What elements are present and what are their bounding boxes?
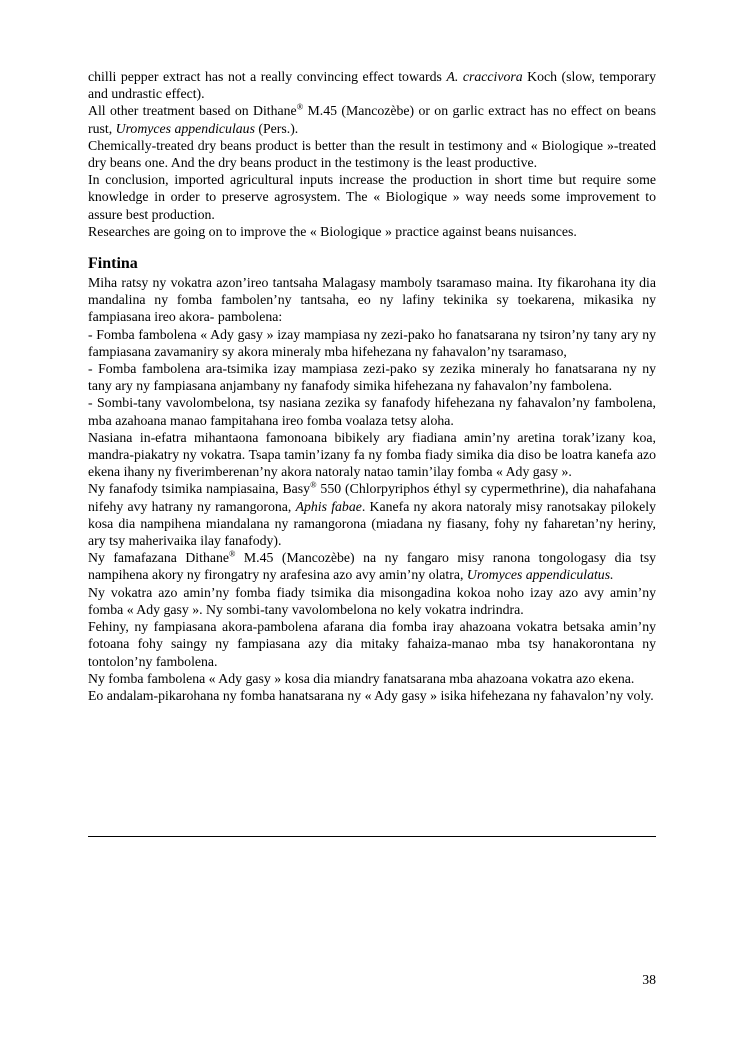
italic-term: A. craccivora — [446, 69, 523, 84]
fintina-paragraph — [88, 584, 656, 618]
text-run: M.45 (Mancozèbe) na ny fangaro misy ranona tongologasy dia tsy nampihena akory ny firongatry ny arafesina azo avy amin’ny olatra, — [88, 550, 656, 583]
text-run: Miha ratsy ny vokatra azon’ireo tantsaha Malagasy mamboly tsaramaso maina. Ity fikarohana ity dia mandalina ny fomba fambolen’ny tantsaha, eo ny lafiny tekinika sy toekarena, mikasika ny fampiasana ireo akora- pambolena: — [88, 275, 656, 325]
fintina-section — [88, 274, 656, 704]
fintina-paragraph — [88, 480, 656, 549]
italic-term: Uromyces appendiculatus. — [466, 567, 614, 583]
text-run: - Sombi-tany vavolombelona, tsy nasiana zezika sy fanafody hifehezana ny fahavalon’ny fambolena, mba azahoana manao fampitahana ireo fomba voalaza tetsy aloha. — [88, 395, 656, 428]
fintina-paragraph — [88, 274, 656, 326]
italic-term: Aphis fabae — [295, 498, 362, 514]
text-run: M.45 (Mancozèbe) or on garlic extract has no effect on beans rust, — [88, 103, 656, 136]
text-run: In conclusion, imported agricultural inputs increase the production in short time but require some knowledge in order to preserve agrosystem. The « Biologique » way needs some improvement to assure best production. — [88, 172, 656, 222]
fintina-paragraph — [88, 618, 656, 670]
text-run: Ny fomba fambolena « Ady gasy » kosa dia miandry fanatsarana mba ahazoana vokatra azo ekena. — [88, 670, 635, 686]
section-divider-line — [88, 836, 656, 837]
fintina-paragraph — [88, 687, 656, 704]
text-run: Chemically-treated dry beans product is better than the result in testimony and « Biologique »-treated dry beans one. And the dry beans product in the testimony is the least productive. — [88, 137, 656, 171]
fintina-paragraph — [88, 326, 656, 360]
text-run: Fehiny, ny fampiasana akora-pambolena afarana dia fomba iray ahazoana vokatra betsaka amin’ny fotoana fohy saingy ny fampiasana azy dia mitaky fahaiza-manao mba tsy hanakorontana ny tontolon’ny fambolena. — [88, 619, 656, 669]
registered-mark: ® — [310, 479, 317, 490]
english-paragraph — [88, 171, 656, 223]
fintina-paragraph — [88, 394, 656, 428]
page-number: 38 — [642, 972, 656, 987]
text-run: Ny fanafody tsimika nampiasaina, Basy — [88, 481, 311, 497]
text-run: Nasiana in-efatra mihantaona famonoana bibikely ary fiadiana amin’ny aretina torak’izany koa, mandra-piakatry ny vokatra. Tsapa tamin’izany fa ny fomba fiady simika dia diso be loatra kanefa azo ekena ihany ny fiverimberenan’ny akora natoraly natao tamin’ilay fomba « Ady gasy ». — [88, 429, 656, 480]
text-run: . Kanefa ny akora natoraly misy ranotsakay pilokely kosa dia nampihena miandalana ny ramangorona (miadana ny fiasany, fohy ny faharetan’ny heriny, ary tsy maherivaika ilay fanafody). — [88, 498, 656, 549]
text-run: (Pers.). — [254, 120, 299, 136]
english-paragraph — [88, 137, 656, 171]
text-run: 550 (Chlorpyriphos éthyl sy cypermethrine), dia nahafahana nifehy avy hatrany ny ramangorona, — [88, 481, 657, 514]
text-run: - Fomba fambolena ara-tsimika izay mampiasa zezi-pako sy zezika mineraly ho fanatsarana ny ny tany ary ny fampiasana anjambany ny fanafody simika hifehezana ny fahavalon’ny fambolena. — [88, 361, 656, 394]
fintina-paragraph — [88, 360, 656, 394]
text-run: Eo andalam-pikarohana ny fomba hanatsarana ny « Ady gasy » isika hifehezana ny fahavalon’ny voly. — [88, 687, 654, 703]
text-run: All other treatment based on Dithane — [88, 103, 297, 119]
section-heading-fintina: Fintina — [88, 255, 138, 273]
italic-term: Uromyces appendiculaus — [115, 120, 255, 136]
text-run: Koch (slow, temporary and undrastic effect). — [88, 69, 656, 102]
text-run: Researches are going on to improve the « Biologique » practice against beans nuisances. — [88, 223, 577, 239]
english-paragraph — [88, 102, 656, 136]
page-body — [88, 68, 656, 704]
text-run: Ny famafazana Dithane — [88, 550, 229, 566]
registered-mark: ® — [296, 101, 304, 112]
english-paragraph — [88, 223, 656, 240]
registered-mark: ® — [229, 548, 236, 559]
text-run: chilli pepper extract has not a really convincing effect towards — [88, 69, 447, 84]
fintina-paragraph — [88, 549, 656, 583]
fintina-paragraph — [88, 670, 656, 687]
text-run: Ny vokatra azo amin’ny fomba fiady tsimika dia misongadina kokoa noho izay azo avy amin’ny fomba « Ady gasy ». Ny sombi-tany vavolombelona no kely vokatra indrindra. — [88, 584, 656, 617]
english-summary-section — [88, 68, 656, 240]
fintina-paragraph — [88, 429, 656, 481]
english-paragraph — [88, 68, 656, 102]
text-run: - Fomba fambolena « Ady gasy » izay mampiasa ny zezi-pako ho fanatsarana ny tsiron’ny tany ary ny fampiasana zavamaniry sy akora mineraly mba hifehezana ny fahavalon’ny tsaramaso, — [88, 326, 656, 359]
